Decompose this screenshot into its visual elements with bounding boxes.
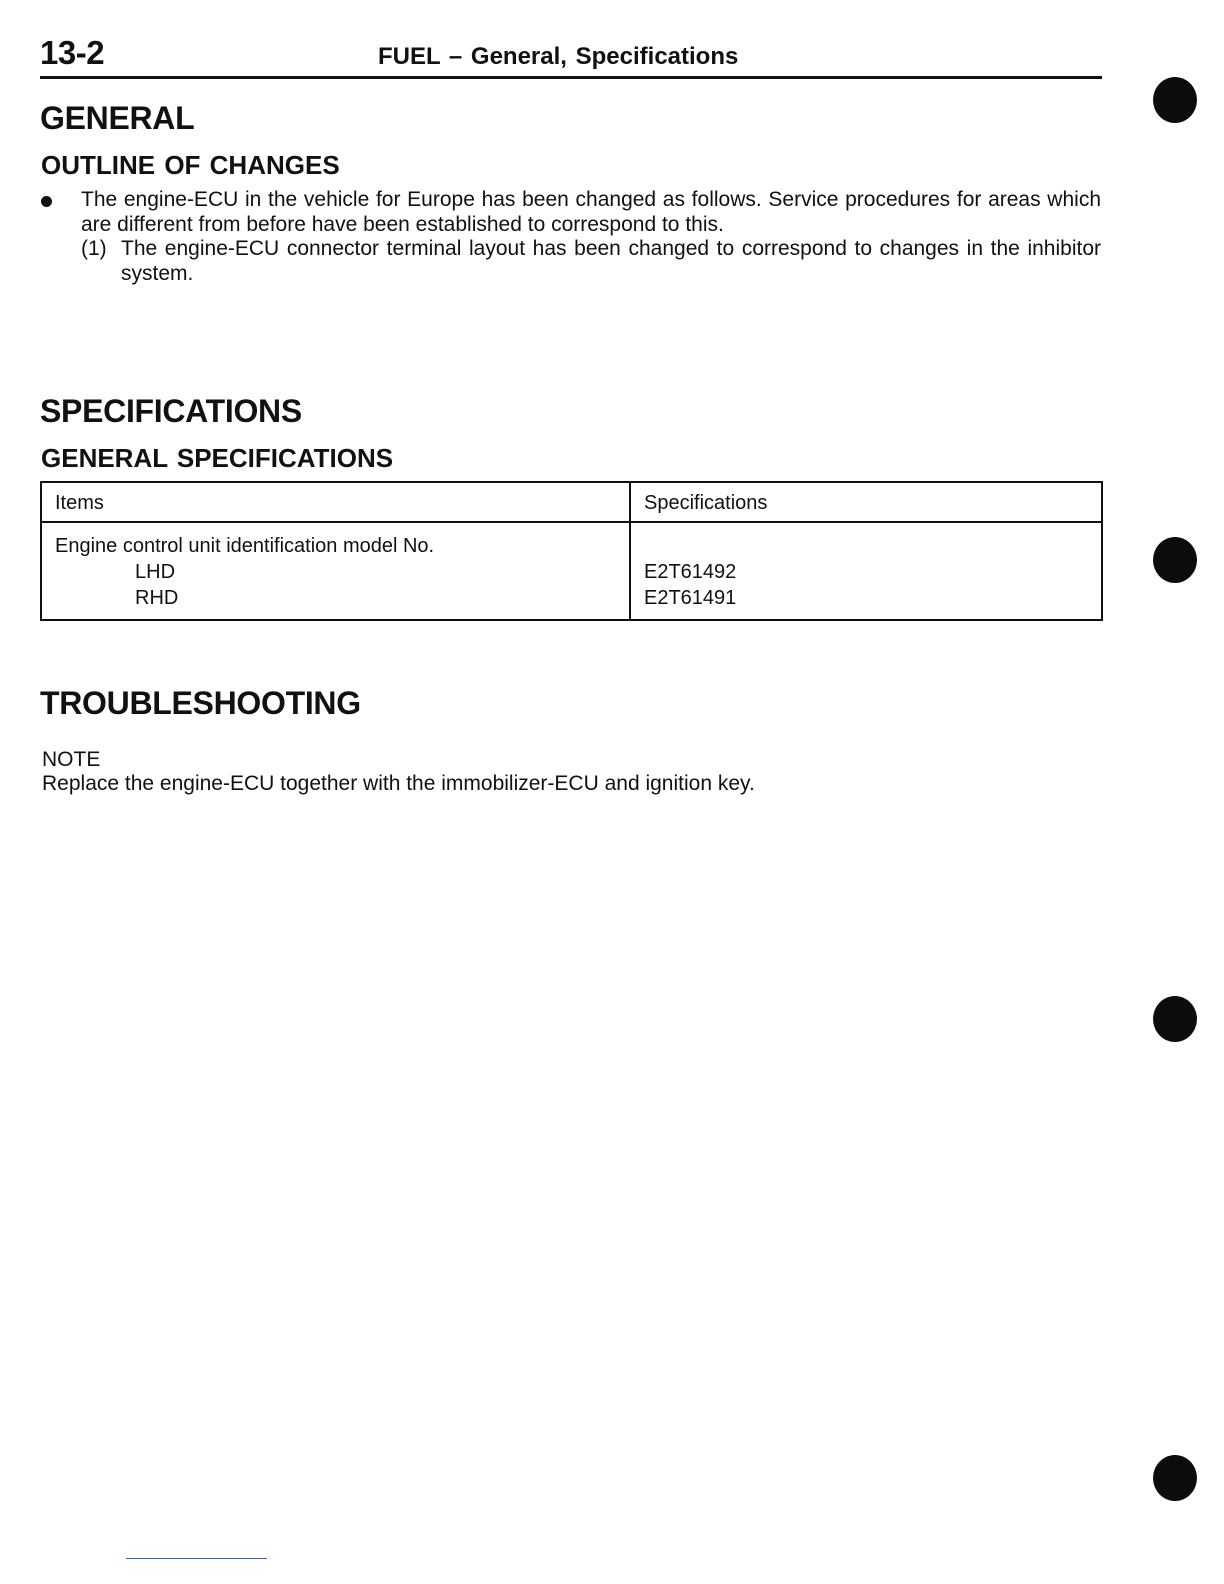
- binder-hole-mark: [1153, 996, 1197, 1042]
- troubleshooting-heading: TROUBLESHOOTING: [40, 685, 361, 721]
- note-text: Replace the engine-ECU together with the immobilizer-ECU and ignition key.: [42, 772, 755, 795]
- outline-of-changes-heading: OUTLINE OF CHANGES: [41, 150, 340, 180]
- table-header-row: [41, 482, 1102, 522]
- table-item-rhd: RHD: [135, 587, 179, 609]
- table-cell-items: [41, 522, 630, 620]
- table-item-lhd: LHD: [135, 561, 176, 583]
- binder-hole-mark: [1153, 1455, 1197, 1501]
- table-row: [41, 522, 1102, 620]
- general-specifications-heading: GENERAL SPECIFICATIONS: [41, 443, 394, 473]
- binder-hole-mark: [1153, 537, 1197, 583]
- specifications-table: [40, 481, 1103, 621]
- column-header-specifications: Specifications: [630, 482, 1102, 522]
- sub-item: [81, 236, 1101, 286]
- column-header-items: Items: [41, 482, 630, 522]
- header-divider: [40, 76, 1102, 79]
- bullet-icon: [41, 196, 52, 207]
- table-spec-rhd: E2T61491: [644, 587, 737, 609]
- table-cell-specifications: [630, 522, 1102, 620]
- sub-item-number: (1): [81, 237, 107, 260]
- general-heading: GENERAL: [40, 100, 195, 136]
- binder-hole-mark: [1153, 77, 1197, 123]
- bullet-paragraph: The engine-ECU in the vehicle for Europe has been changed as follows. Service procedures for areas which are different from before have been established to correspond to this.: [81, 188, 1101, 236]
- table-spacer: [644, 533, 1089, 559]
- note-label: NOTE: [42, 748, 101, 771]
- page-number: 13-2: [40, 34, 105, 71]
- footer-rule: [126, 1558, 267, 1559]
- specifications-heading: SPECIFICATIONS: [40, 393, 302, 429]
- running-title: FUEL – General, Specifications: [378, 43, 739, 70]
- table-group-label: Engine control unit identification model No.: [55, 535, 435, 557]
- sub-item-text: The engine-ECU connector terminal layout has been changed to correspond to changes in the inhibitor system.: [121, 237, 1101, 285]
- table-spec-lhd: E2T61492: [644, 561, 737, 583]
